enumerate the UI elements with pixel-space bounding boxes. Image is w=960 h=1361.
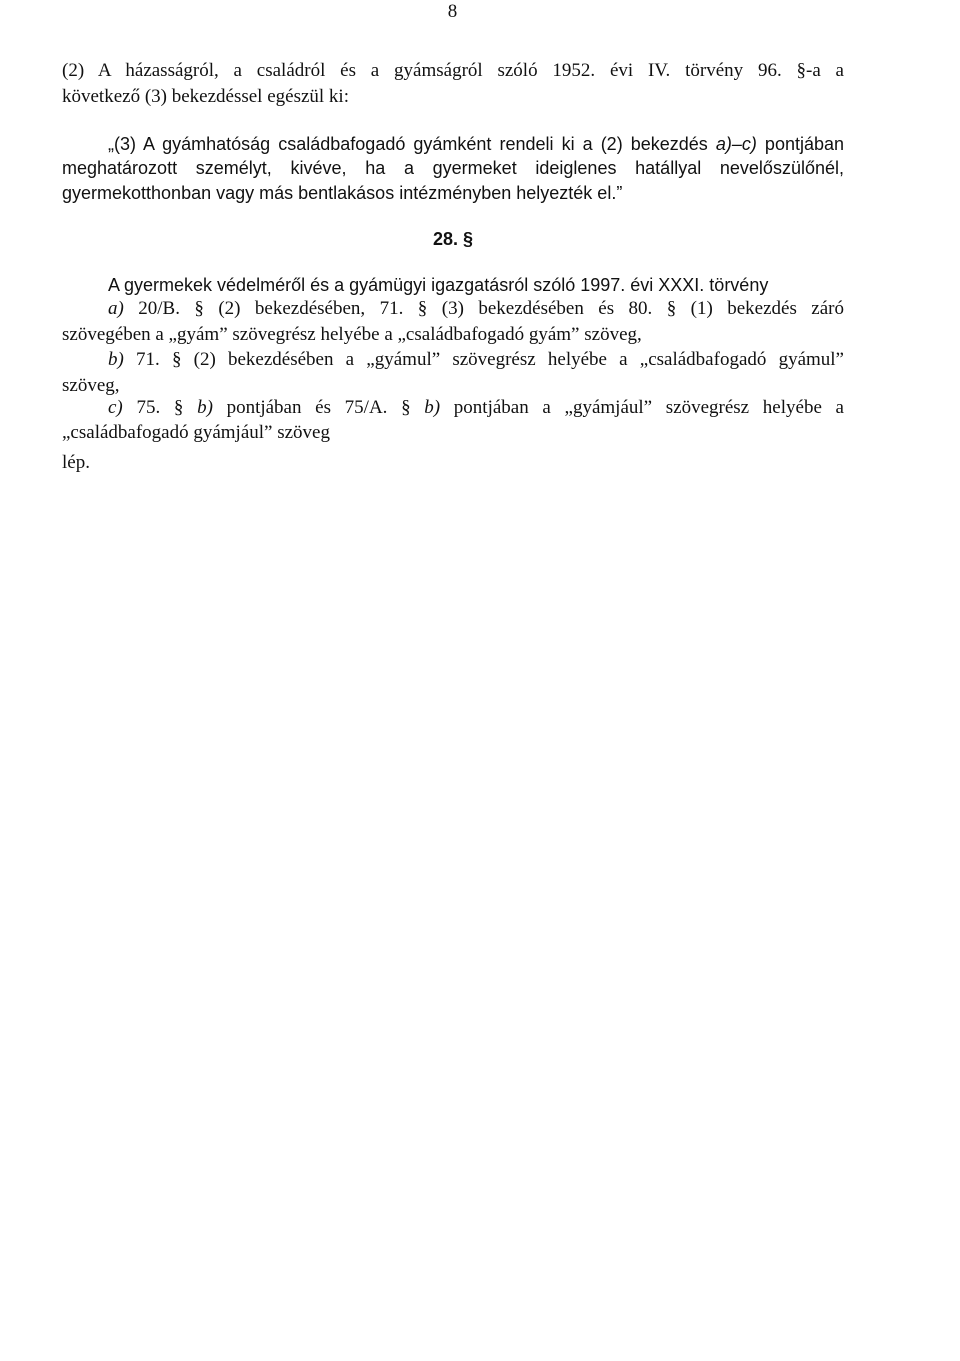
paragraph-line: következő (3) bekezdéssel egészül ki: [62,86,349,107]
list-item-c-continuation: „családbafogadó gyámjául” szöveg [62,422,330,443]
closing-word: lép. [62,452,90,473]
text-run: 71. § (2) bekezdésében a „gyámul” szövegrész helyébe a „családbafogadó gyámul” [123,349,844,370]
quoted-text-line: meghatározott személyt, kivéve, ha a gyermeket ideiglenes hatállyal nevelőszülőnél, [62,158,844,178]
item-label: c) [108,397,123,418]
text-run: pontjában [756,134,845,154]
text-run: pontjában és 75/A. § [212,397,425,418]
quoted-text-line: gyermekotthonban vagy más bentlakásos intézményben helyezték el.” [62,183,623,203]
italic-text-run: b) [424,397,441,418]
text-run: 75. § [122,397,198,418]
italic-text-run: a)–c) [715,134,757,154]
text-run: 20/B. § (2) bekezdésében, 71. § (3) bekezdésében és 80. § (1) bekezdés záró [123,298,844,319]
quoted-text-line [62,131,844,157]
item-label: a) [108,298,124,319]
page-number: 8 [447,1,458,22]
italic-text-run: b) [197,397,213,418]
paragraph-line: (2) A házasságról, a családról és a gyámságról szóló 1952. évi IV. törvény 96. §-a a [62,60,844,81]
text-run: pontjában a „gyámjául” szövegrész helyébe a [440,397,844,418]
section-intro-line: A gyermekek védelméről és a gyámügyi igazgatásról szóló 1997. évi XXXI. törvény [108,275,769,295]
section-heading: 28. § [432,229,474,249]
list-item-b-continuation: szöveg, [62,375,120,396]
list-item-a [62,296,844,322]
list-item-b [62,347,844,373]
text-run: „(3) A gyámhatóság családbafogadó gyámként rendeli ki a (2) bekezdés [108,134,716,154]
list-item-c [62,395,844,421]
list-item-a-continuation: szövegében a „gyám” szövegrész helyébe a „családbafogadó gyám” szöveg, [62,324,642,345]
item-label: b) [108,349,124,370]
